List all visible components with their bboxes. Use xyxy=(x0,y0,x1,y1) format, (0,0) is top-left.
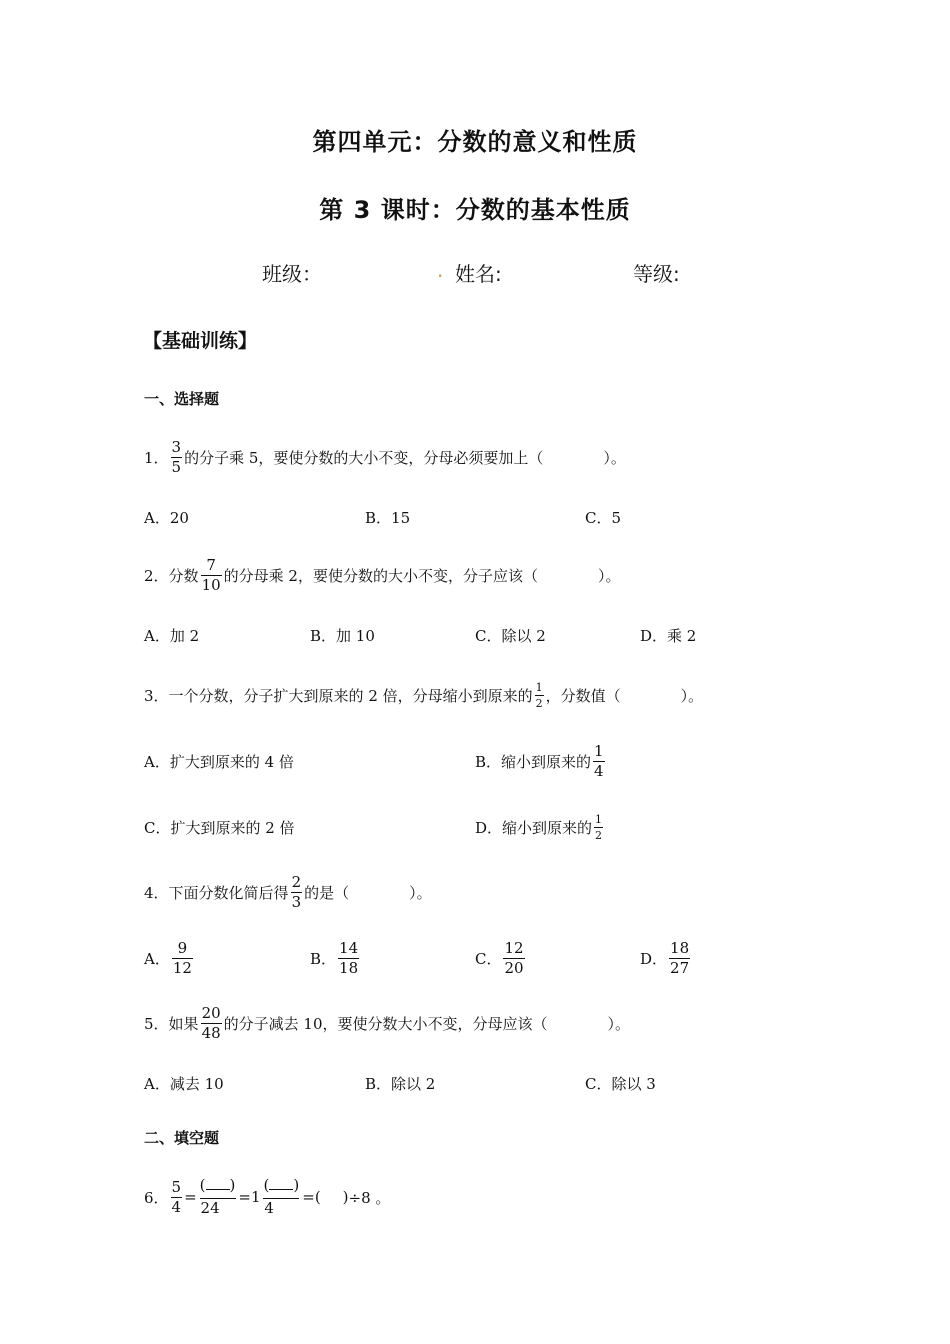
question-text: 的分母乘 2，要使分数的大小不变，分子应该（ ）。 xyxy=(223,566,621,585)
fraction: $\frac{18}{27}$ xyxy=(670,938,690,977)
option-d[interactable]: D． $\frac{18}{27}$ xyxy=(640,938,690,977)
lesson-subtitle: 第 3 课时：分数的基本性质 xyxy=(319,196,631,224)
question-2 xyxy=(144,550,620,600)
fraction: $\frac{14}{18}$ xyxy=(339,938,359,977)
option-a[interactable]: A．扩大到原来的 4 倍 xyxy=(144,752,294,771)
question-3 xyxy=(144,670,703,720)
name-label: 姓名: xyxy=(455,262,502,286)
option-b[interactable]: B． $\frac{14}{18}$ xyxy=(310,938,359,977)
question-1 xyxy=(144,432,626,482)
question-text-pre: 一个分数，分子扩大到原来的 2 倍，分母缩小到原来的 xyxy=(168,686,533,705)
question-text-pre: 下面分数化简后得 xyxy=(168,883,289,902)
option-b[interactable]: B．15 xyxy=(365,508,411,527)
question-number: 2． xyxy=(144,566,169,585)
option-b[interactable]: B．除以 2 xyxy=(365,1074,436,1093)
fill-heading: 二、填空题 xyxy=(144,1129,220,1147)
option-d[interactable]: D．乘 2 xyxy=(640,626,697,645)
option-c[interactable]: C．5 xyxy=(585,508,622,527)
question-text: 的是（ ）。 xyxy=(304,883,432,902)
option-b[interactable]: B．缩小到原来的 $\frac{1}{4}$ xyxy=(475,741,604,780)
fraction: $\frac{3}{5}$ xyxy=(171,437,182,476)
question-text: 的分子乘 5，要使分数的大小不变，分母必须要加上（ ）。 xyxy=(184,448,626,467)
option-a[interactable]: A．20 xyxy=(144,508,189,527)
fraction: $\frac{1}{4}$ xyxy=(594,741,604,780)
question-number: 5． xyxy=(144,1014,169,1033)
question-number: 6． xyxy=(144,1188,169,1207)
blank-numerator[interactable]: ( ) xyxy=(263,1176,300,1194)
fraction: $\frac{12}{20}$ xyxy=(504,938,524,977)
question-text: 的分子减去 10，要使分数大小不变，分母应该（ ）。 xyxy=(223,1014,631,1033)
question-5 xyxy=(144,998,630,1048)
question-text-pre: 如果 xyxy=(168,1014,199,1033)
question-number: 4． xyxy=(144,883,169,902)
fraction: $\frac{1}{2}$ xyxy=(595,812,603,842)
blank-numerator[interactable]: ( ) xyxy=(199,1176,236,1194)
question-4 xyxy=(144,867,432,917)
option-b[interactable]: B．加 10 xyxy=(310,626,375,645)
question-6: 6． $\frac{5}{4}$ = $\frac{( )}{24}$ = 1 $\frac{( )}{4}$ = ( ) ÷8 。 xyxy=(144,1176,391,1217)
option-c[interactable]: C．除以 2 xyxy=(475,626,546,645)
fraction: $\frac{7}{10}$ xyxy=(201,555,221,594)
question-number: 1． xyxy=(144,448,169,467)
fraction: $\frac{2}{3}$ xyxy=(291,872,302,911)
grade-label: 等级: xyxy=(633,262,680,286)
option-c[interactable]: C．除以 3 xyxy=(585,1074,656,1093)
question-text: ，分数值（ ）。 xyxy=(545,686,704,705)
option-a[interactable]: A．加 2 xyxy=(144,626,200,645)
section-title: 【基础训练】 xyxy=(143,330,258,352)
fraction: $\frac{20}{48}$ xyxy=(201,1003,221,1042)
blank-paren[interactable]: ( ) xyxy=(314,1188,349,1206)
option-c[interactable]: C．扩大到原来的 2 倍 xyxy=(144,818,295,837)
option-a[interactable]: A． $\frac{9}{12}$ xyxy=(144,938,192,977)
option-a[interactable]: A．减去 10 xyxy=(144,1074,224,1093)
question-number: 3． xyxy=(144,686,169,705)
fraction: $\frac{9}{12}$ xyxy=(172,938,192,977)
fraction: $\frac{5}{4}$ xyxy=(171,1177,182,1216)
page-title: 第四单元：分数的意义和性质 xyxy=(312,128,638,156)
choice-heading: 一、选择题 xyxy=(144,390,220,408)
option-d[interactable]: D．缩小到原来的 $\frac{1}{2}$ xyxy=(475,812,603,842)
separator-dot: . xyxy=(437,258,444,282)
blank-fraction[interactable]: $\frac{( )}{24}$ xyxy=(199,1176,236,1217)
option-c[interactable]: C． $\frac{12}{20}$ xyxy=(475,938,524,977)
blank-fraction[interactable]: $\frac{( )}{4}$ xyxy=(263,1176,300,1217)
class-label: 班级： xyxy=(262,262,322,286)
question-text-pre: 分数 xyxy=(168,566,199,585)
fraction: $\frac{1}{2}$ xyxy=(535,680,543,710)
